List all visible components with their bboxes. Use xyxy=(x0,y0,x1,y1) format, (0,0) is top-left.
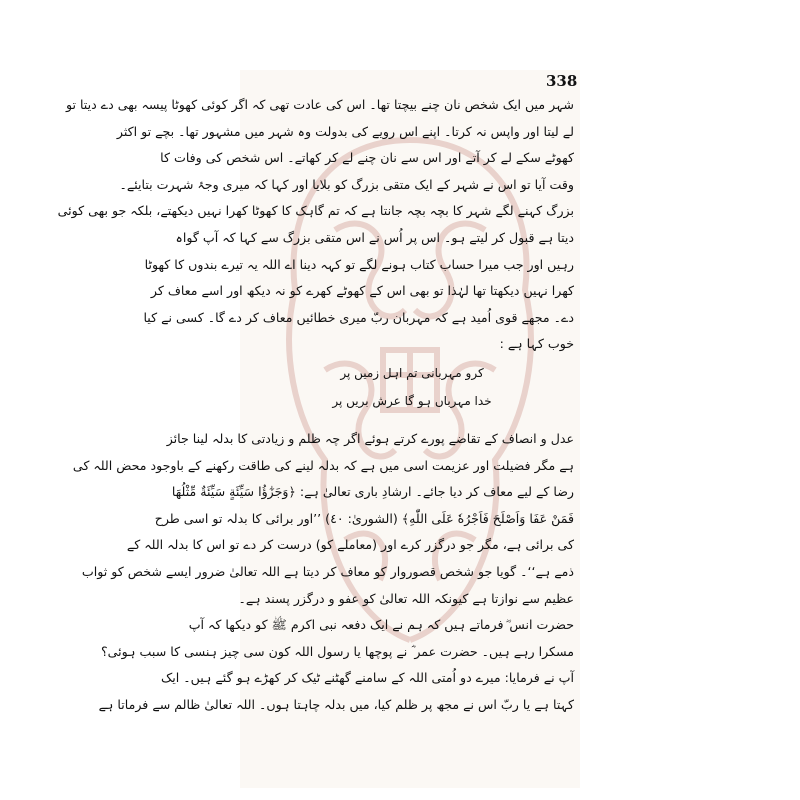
paragraph-1 xyxy=(57,92,574,358)
text-line: شہر میں ایک شخص نان چنے بیچتا تھا۔ اس کی عادت تھی کہ اگر کوئی کھوٹا پیسہ بھی دے دیتا تو xyxy=(65,97,574,112)
page-number: 338 xyxy=(546,72,578,90)
text-line: ہے مگر فضیلت اور عزیمت اسی میں ہے کہ بدلہ لینے کی طاقت رکھنے کے باوجود محض اللہ کی xyxy=(72,457,574,473)
text-line: لے لیتا اور واپس نہ کرتا۔ اپنے اس رویے کی بدولت وہ شہر میں مشہور تھا۔ بچے تو اکثر xyxy=(116,123,574,139)
text-line: دے۔ مجھے قوی اُمید ہے کہ مہربان ربّ میری خطائیں معاف کر دے گا۔ کسی نے کیا xyxy=(143,309,574,325)
text-line: خوب کہا ہے : xyxy=(499,336,574,352)
paragraph-2 xyxy=(72,426,574,719)
text-line: آپ نے فرمایا: میرے دو اُمتی اللہ کے سامنے گھٹنے ٹیک کر کھڑے ہو گئے ہیں۔ ایک xyxy=(160,670,574,686)
text-line: رضا کے لیے معاف کر دیا جائے۔ ارشادِ باری تعالیٰ ہے: ﴿وَجَزٰٓؤُا سَيِّئَةٍ سَيِّئَةٌ مِّثْلُهَا xyxy=(171,484,574,500)
text-line: بزرگ کہنے لگے شہر کا بچہ بچہ جانتا ہے کہ تم گاہک کا کھوٹا کھرا نہیں دیکھتے، بلکہ جو بھی کوئی xyxy=(57,203,574,219)
verse-line-1: کرو مہربانی تم اہل زمیں پر xyxy=(340,366,484,380)
text-line: مسکرا رہے ہیں۔ حضرت عمر ؓ نے پوچھا یا رسول اللہ کون سی چیز ہنسی کا سبب ہوئی؟ xyxy=(100,643,574,659)
text-line: رہیں اور جب میرا حساب کتاب ہونے لگے تو کہہ دینا اے اللہ یہ تیرے بندوں کا کھوٹا xyxy=(144,256,574,272)
text-line: کی برائی ہے، مگر جو درگزر کرے اور (معاملے کو) درست کر دے تو اس کا بدلہ اللہ کے xyxy=(126,537,574,553)
text-line: حضرت انس ؓ فرماتے ہیں کہ ہم نے ایک دفعہ نبی اکرم ﷺ کو دیکھا کہ آپ xyxy=(188,617,574,633)
text-line: عظیم سے نوازتا ہے کیونکہ اللہ تعالیٰ کو عفو و درگزر پسند ہے۔ xyxy=(238,590,574,606)
verse-line-2: خدا مہرباں ہو گا عرش بریں پر xyxy=(332,394,492,408)
text-line: دیتا ہے قبول کر لیتے ہو۔ اس پر اُس نے اس متقی بزرگ سے کہا کہ آپ گواہ xyxy=(175,229,574,245)
text-line: فَمَنْ عَفَا وَاَصْلَحَ فَاَجْرُهٗ عَلَى اللّٰهِ﴾ (الشوریٰ: ٤٠) ’’اور برائی کا بدلہ تو اسی طرح xyxy=(154,510,574,526)
text-line: ذمے ہے‘‘۔ گویا جو شخص قصوروار کو معاف کر دیتا ہے اللہ تعالیٰ ضرور ایسے شخص کو ثواب xyxy=(81,563,574,579)
text-line: کھرا نہیں دیکھتا تھا لہٰذا تو بھی اس کے کھوٹے کھرے کو نہ دیکھ اور اسے معاف کر xyxy=(150,283,574,299)
text-line: عدل و انصاف کے تقاضے پورے کرتے ہوئے اگر چہ ظلم و زیادتی کا بدلہ لینا جائز xyxy=(166,431,574,446)
text-line: وقت آیا تو اس نے شہر کے ایک متقی بزرگ کو بلایا اور کہا کہ میری وجۂ شہرت بتایئے۔ xyxy=(119,176,574,192)
text-line: کھوٹے سکے لے کر آتے اور اس سے نان چنے لے کر کھاتے۔ اس شخص کی وفات کا xyxy=(160,150,574,166)
text-line: کہتا ہے یا ربّ اس نے مجھ پر ظلم کیا، میں بدلہ چاہتا ہوں۔ اللہ تعالیٰ ظالم سے فرماتا ہے xyxy=(98,696,574,712)
